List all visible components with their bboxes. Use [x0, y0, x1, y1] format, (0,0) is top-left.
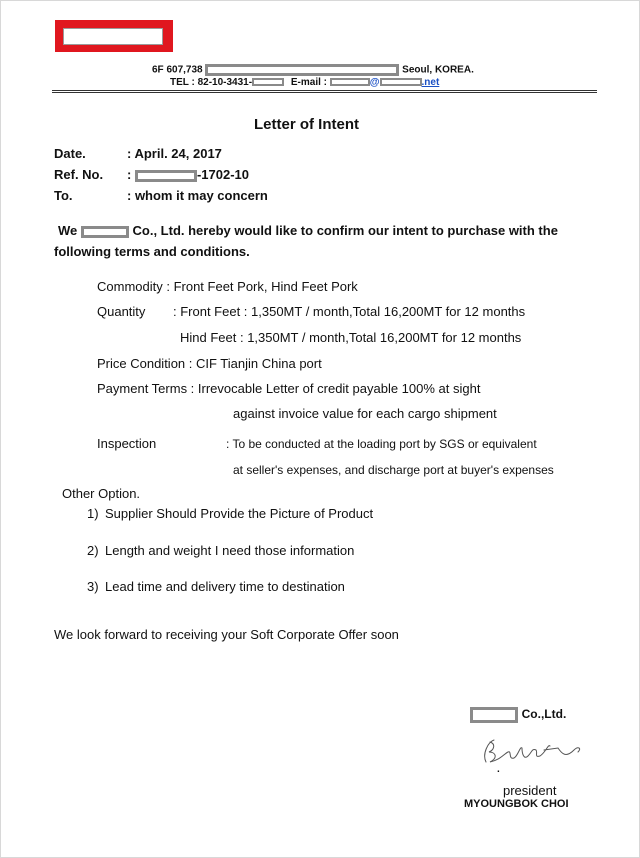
header-address	[152, 64, 474, 76]
header-divider	[52, 90, 597, 91]
signature-company	[470, 706, 566, 723]
date-label: Date.	[54, 146, 86, 161]
signer-name: MYOUNGBOK CHOI	[464, 798, 569, 810]
handwritten-signature	[478, 736, 588, 770]
option-1-number: 1)	[87, 506, 99, 521]
date-value: : April. 24, 2017	[127, 146, 222, 161]
inspection-label: Inspection	[97, 436, 157, 451]
to-value: : whom it may concern	[127, 188, 268, 203]
other-option-heading: Other Option.	[62, 486, 141, 501]
inspection-1: : To be conducted at the loading port by SGS or equivalent	[226, 437, 537, 451]
payment-terms-2: against invoice value for each cargo shipment	[233, 406, 497, 421]
header-divider-2	[52, 92, 597, 93]
company-logo-redacted	[55, 20, 173, 52]
ref-prefix: :	[127, 167, 132, 182]
email-tld: .net	[421, 77, 440, 88]
price-condition: Price Condition : CIF Tianjin China port	[97, 356, 322, 371]
intro-line-1	[58, 223, 558, 238]
ref-redaction	[135, 170, 197, 182]
quantity-hind: Hind Feet : 1,350MT / month,Total 16,200MT for 12 months	[180, 330, 522, 345]
intro-we: We	[58, 223, 78, 238]
quantity-front: : Front Feet : 1,350MT / month,Total 16,200MT for 12 months	[173, 304, 526, 319]
letter-title: Letter of Intent	[254, 116, 359, 133]
option-3-number: 3)	[87, 579, 99, 594]
signature-dot: .	[497, 764, 500, 775]
header-contact	[170, 77, 439, 88]
tel-redaction	[252, 78, 284, 86]
option-2-text: Length and weight I need those information	[105, 543, 355, 558]
email-at: @	[369, 77, 380, 88]
redaction-box	[63, 28, 163, 45]
commodity: Commodity : Front Feet Pork, Hind Feet Pork	[97, 279, 358, 294]
ref-value	[127, 167, 249, 182]
address-end: Seoul, KOREA.	[402, 64, 474, 76]
email-domain-redaction	[380, 78, 422, 86]
tel-label: TEL : 82-10-3431-	[170, 77, 253, 88]
ref-label: Ref. No.	[54, 167, 104, 182]
email-user-redaction	[330, 78, 370, 86]
option-2-number: 2)	[87, 543, 99, 558]
address-start: 6F 607,738	[152, 64, 203, 76]
signer-position: president	[503, 783, 557, 798]
closing-text: We look forward to receiving your Soft Corporate Offer soon	[54, 627, 399, 642]
payment-terms-1: Payment Terms : Irrevocable Letter of credit payable 100% at sight	[97, 381, 481, 396]
option-1-text: Supplier Should Provide the Picture of Product	[105, 506, 374, 521]
quantity-label: Quantity	[97, 304, 146, 319]
intro-line-2: following terms and conditions.	[54, 244, 250, 259]
intro-company-redaction	[81, 226, 129, 238]
to-label: To.	[54, 188, 73, 203]
option-3-text: Lead time and delivery time to destination	[105, 579, 345, 594]
address-redaction	[205, 64, 399, 76]
inspection-2: at seller's expenses, and discharge port at buyer's expenses	[233, 463, 554, 477]
intro-rest: Co., Ltd. hereby would like to confirm our intent to purchase with the	[132, 223, 558, 238]
signature-company-suffix: Co.,Ltd.	[521, 707, 567, 721]
signature-company-redaction	[470, 707, 518, 723]
email-label: E-mail :	[290, 77, 327, 88]
ref-suffix: -1702-10	[196, 167, 250, 182]
